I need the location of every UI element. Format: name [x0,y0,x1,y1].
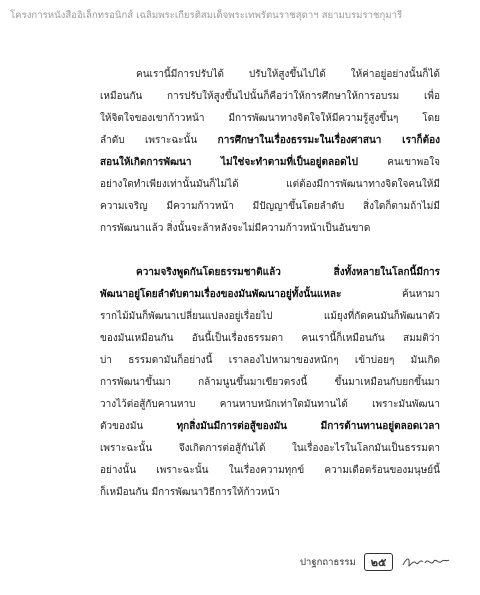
emphasis-text: สอนให้เกิดการพัฒนา ไม่ใช่จะทำตามที่เป็นอยู่ตลอดไป [100,157,359,168]
text-line [100,130,440,152]
page-number: ๒๕ [364,553,394,571]
text-line: เหมือนกัน การปรับให้สูงขึ้นไปนั้นก็คือว่าให้การศึกษาให้การอบรม เพื่อ [100,91,440,102]
text-run: ค้นหามา [341,289,440,300]
text-line: เพราะฉะนั้น จึงเกิดการต่อสู้กันได้ ในเรื่องอะไรในโลกมันเป็นธรรมดา [100,443,440,454]
page-header: โครงการหนังสืออิเล็กทรอนิกส์ เฉลิมพระเกียรติสมเด็จพระเทพรัตนราชสุดาฯ สยามบรมราชกุมารี [10,10,403,21]
text-line: การพัฒนาแล้ว สิ่งนั้นจะล้าหลังจะไม่มีความก้าวหน้าเป็นอันขาด [100,223,371,234]
text-line: ความเจริญ มีความก้าวหน้า มีปัญญาขึ้นโดยลำดับ สิ่งใดก็ตามถ้าไม่มี [100,201,440,212]
body-text [100,64,440,504]
text-line: อย่างนั้น เพราะฉะนั้น ในเรื่องความทุกข์ ความเดือดร้อนของมนุษย์นี้ [100,465,440,476]
text-line: ของมันเหมือนกัน อันนี้เป็นเรื่องธรรมดา คนเรานี้ก็เหมือนกัน สมมติว่า [100,333,440,344]
emphasis-text: การศึกษาในเรื่องธรรมะในเรื่องศาสนา เราก็ต้อง [217,135,440,146]
paragraph-2 [100,262,440,504]
text-line: คนเรานี้มีการปรับได้ ปรับให้สูงขึ้นไปได้ ให้ค่าอยู่อย่างนั้นก็ได้ [136,69,440,80]
text-line: บ่า ธรรมดามันก็อย่างนี้ เราลองไปหามาของหนักๆ เข้าบ่อยๆ มันเกิด [100,355,440,366]
paragraph-gap [100,240,440,262]
text-line: อย่างใดทำเพียงเท่านั้นมันก็ไม่ได้ แต่ต้องมีการพัฒนาทางจิตใจคนให้มี [100,179,440,190]
signature-icon [401,553,451,571]
text-line: วางไว้ต่อสู้กับคานหาบ คานหาบหนักเท่าใดมันทานได้ เพราะมันพัฒนา [100,399,440,410]
text-line: การพัฒนาขึ้นมา กล้ามนูนขึ้นมาเขียวตรงนี้ ขึ้นมาเหมือนกับยกขึ้นมา [100,377,440,388]
emphasis-text: ทุกสิ่งมันมีการต่อสู้ของมัน มีการต้านทานอยู่ตลอดเวลา [176,421,440,432]
paragraph-1 [100,64,440,240]
page-footer [300,551,451,573]
emphasis-text: พัฒนาอยู่โดยลำดับตามเรื่องของมันพัฒนาอยู่ทั้งนั้นแหละ [100,289,342,300]
text-run: ตัวของมัน [100,421,177,432]
text-line [100,284,440,306]
text-line: รากไม้มันก็พัฒนาเปลี่ยนแปลงอยู่เรื่อยไป แม้ยุงที่กัดคนมันก็พัฒนาตัว [100,311,440,322]
book-title: ปาฐกถาธรรม [300,556,356,568]
text-line [100,416,440,438]
text-run: คนเขาพอใจ [358,157,440,168]
text-line [100,152,440,174]
text-line [100,262,440,284]
text-run: ลำดับ เพราะฉะนั้น [100,135,218,146]
text-line: ให้จิตใจของเขาก้าวหน้า มีการพัฒนาทางจิตใจให้มีความรู้สูงขึ้นๆ โดย [100,113,440,124]
emphasis-text: ความจริงพูดกันโดยธรรมชาติแล้ว สิ่งทั้งหลายในโลกนี้มีการ [136,267,440,278]
text-line: ก็เหมือนกัน มีการพัฒนาวิธีการให้ก้าวหน้า [100,487,280,498]
